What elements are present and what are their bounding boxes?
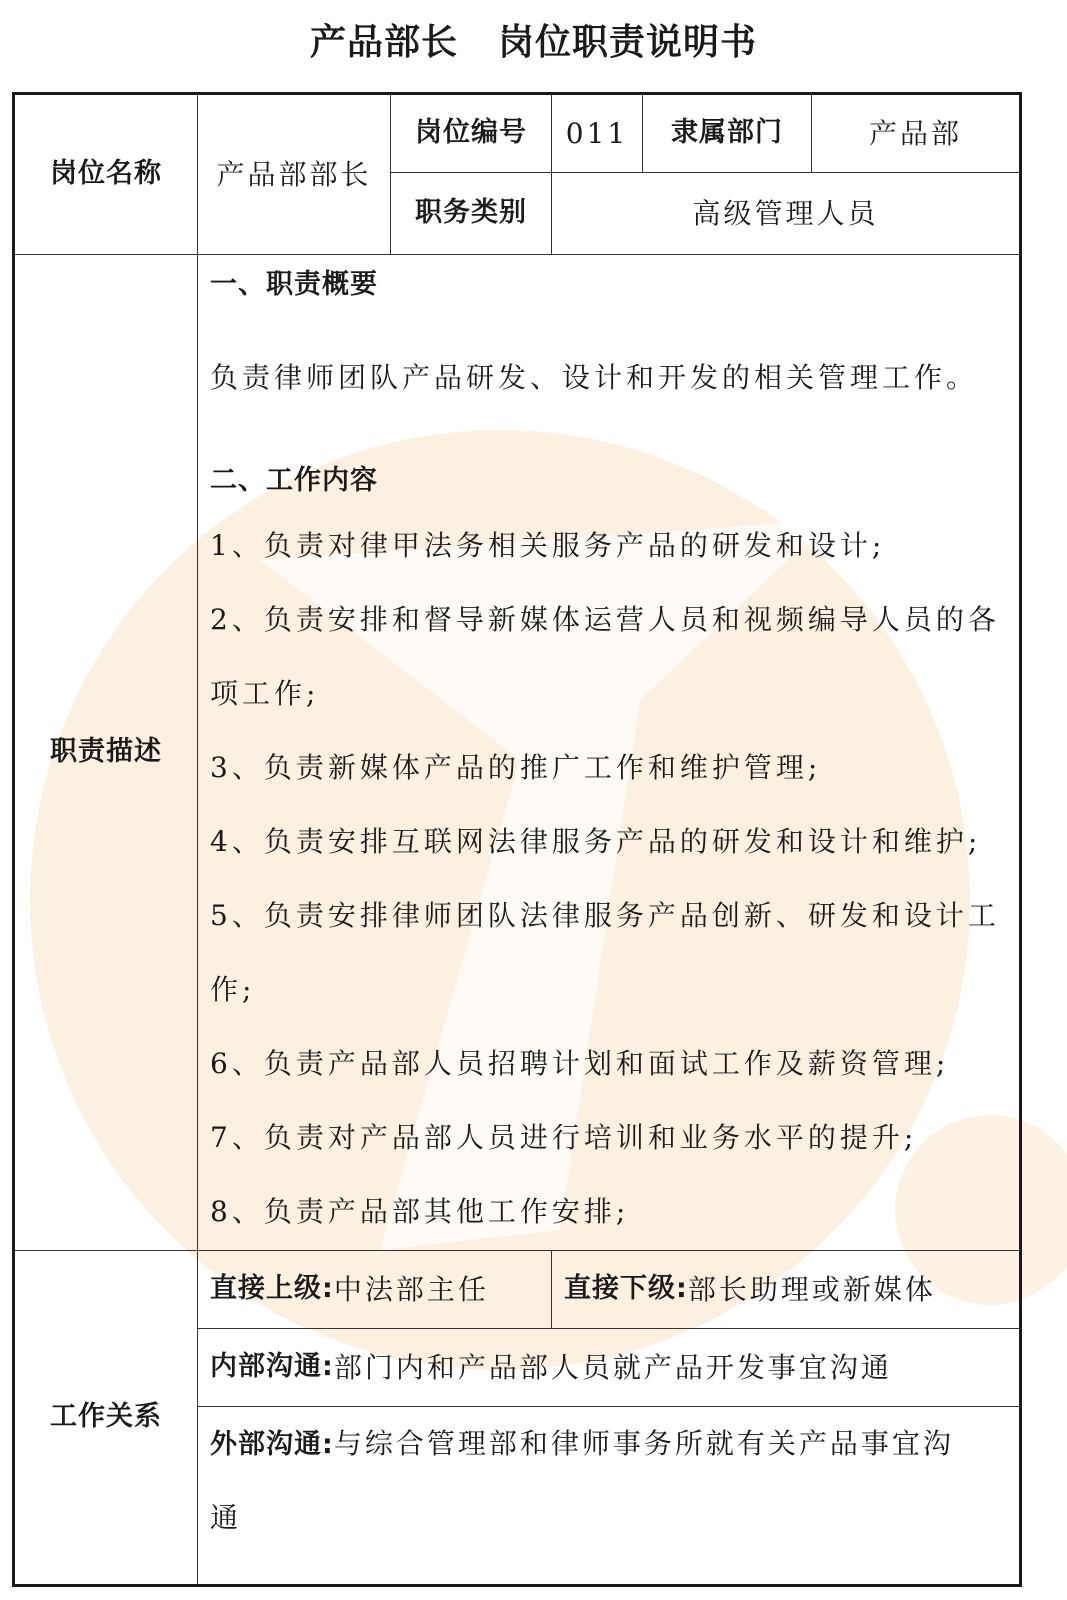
superior-cell — [198, 1251, 552, 1329]
duty-line: 3、负责新媒体产品的推广工作和维护管理; — [210, 751, 822, 784]
superior-label: 直接上级: — [210, 1273, 334, 1305]
duty-line: 4、负责安排互联网法律服务产品的研发和设计和维护; — [210, 825, 982, 858]
internal-comm-cell — [198, 1329, 1019, 1407]
internal-value: 部门内和产品部人员就产品开发事宜沟通 — [333, 1350, 892, 1384]
duty-line: 作; — [210, 973, 256, 1006]
content-heading: 二、工作内容 — [210, 465, 378, 496]
post-code-label: 岗位编号 — [391, 95, 552, 173]
document-title — [0, 14, 1067, 65]
external-label: 外部沟通: — [210, 1429, 334, 1460]
dept-value: 产品部 — [812, 95, 1019, 173]
external-value-cont: 通 — [210, 1501, 242, 1534]
title-doc-type: 岗位职责说明书 — [498, 22, 758, 63]
summary-heading: 一、职责概要 — [210, 269, 378, 300]
subordinate-cell — [552, 1251, 1019, 1329]
summary-text: 负责律师团队产品研发、设计和开发的相关管理工作。 — [210, 361, 979, 394]
external-value: 与综合管理部和律师事务所就有关产品事宜沟 — [333, 1427, 954, 1460]
post-code-value: 011 — [552, 95, 643, 173]
title-position: 产品部长 — [309, 22, 458, 63]
duty-line: 2、负责安排和督导新媒体运营人员和视频编导人员的各 — [210, 603, 1000, 636]
duties-label: 职责描述 — [15, 255, 198, 1251]
duty-line: 1、负责对律甲法务相关服务产品的研发和设计; — [210, 529, 886, 562]
subordinate-value: 部长助理或新媒体 — [687, 1272, 936, 1306]
relations-label: 工作关系 — [15, 1251, 198, 1584]
category-value: 高级管理人员 — [552, 173, 1019, 255]
subordinate-label: 直接下级: — [564, 1273, 688, 1305]
duty-table — [12, 92, 1022, 1587]
duty-line: 6、负责产品部人员招聘计划和面试工作及薪资管理; — [210, 1047, 950, 1080]
superior-value: 中法部主任 — [333, 1272, 489, 1306]
duty-line: 7、负责对产品部人员进行培训和业务水平的提升; — [210, 1121, 918, 1154]
duty-line: 项工作; — [210, 677, 320, 710]
post-name-label: 岗位名称 — [15, 95, 198, 255]
category-label: 职务类别 — [391, 173, 552, 255]
internal-label: 内部沟通: — [210, 1351, 334, 1383]
external-comm-cell — [198, 1407, 1019, 1584]
post-name-value: 产品部部长 — [198, 95, 391, 255]
duty-line: 5、负责安排律师团队法律服务产品创新、研发和设计工 — [210, 899, 1000, 932]
duty-line: 8、负责产品部其他工作安排; — [210, 1195, 630, 1228]
duties-content — [198, 255, 1019, 1251]
dept-label: 隶属部门 — [643, 95, 812, 173]
